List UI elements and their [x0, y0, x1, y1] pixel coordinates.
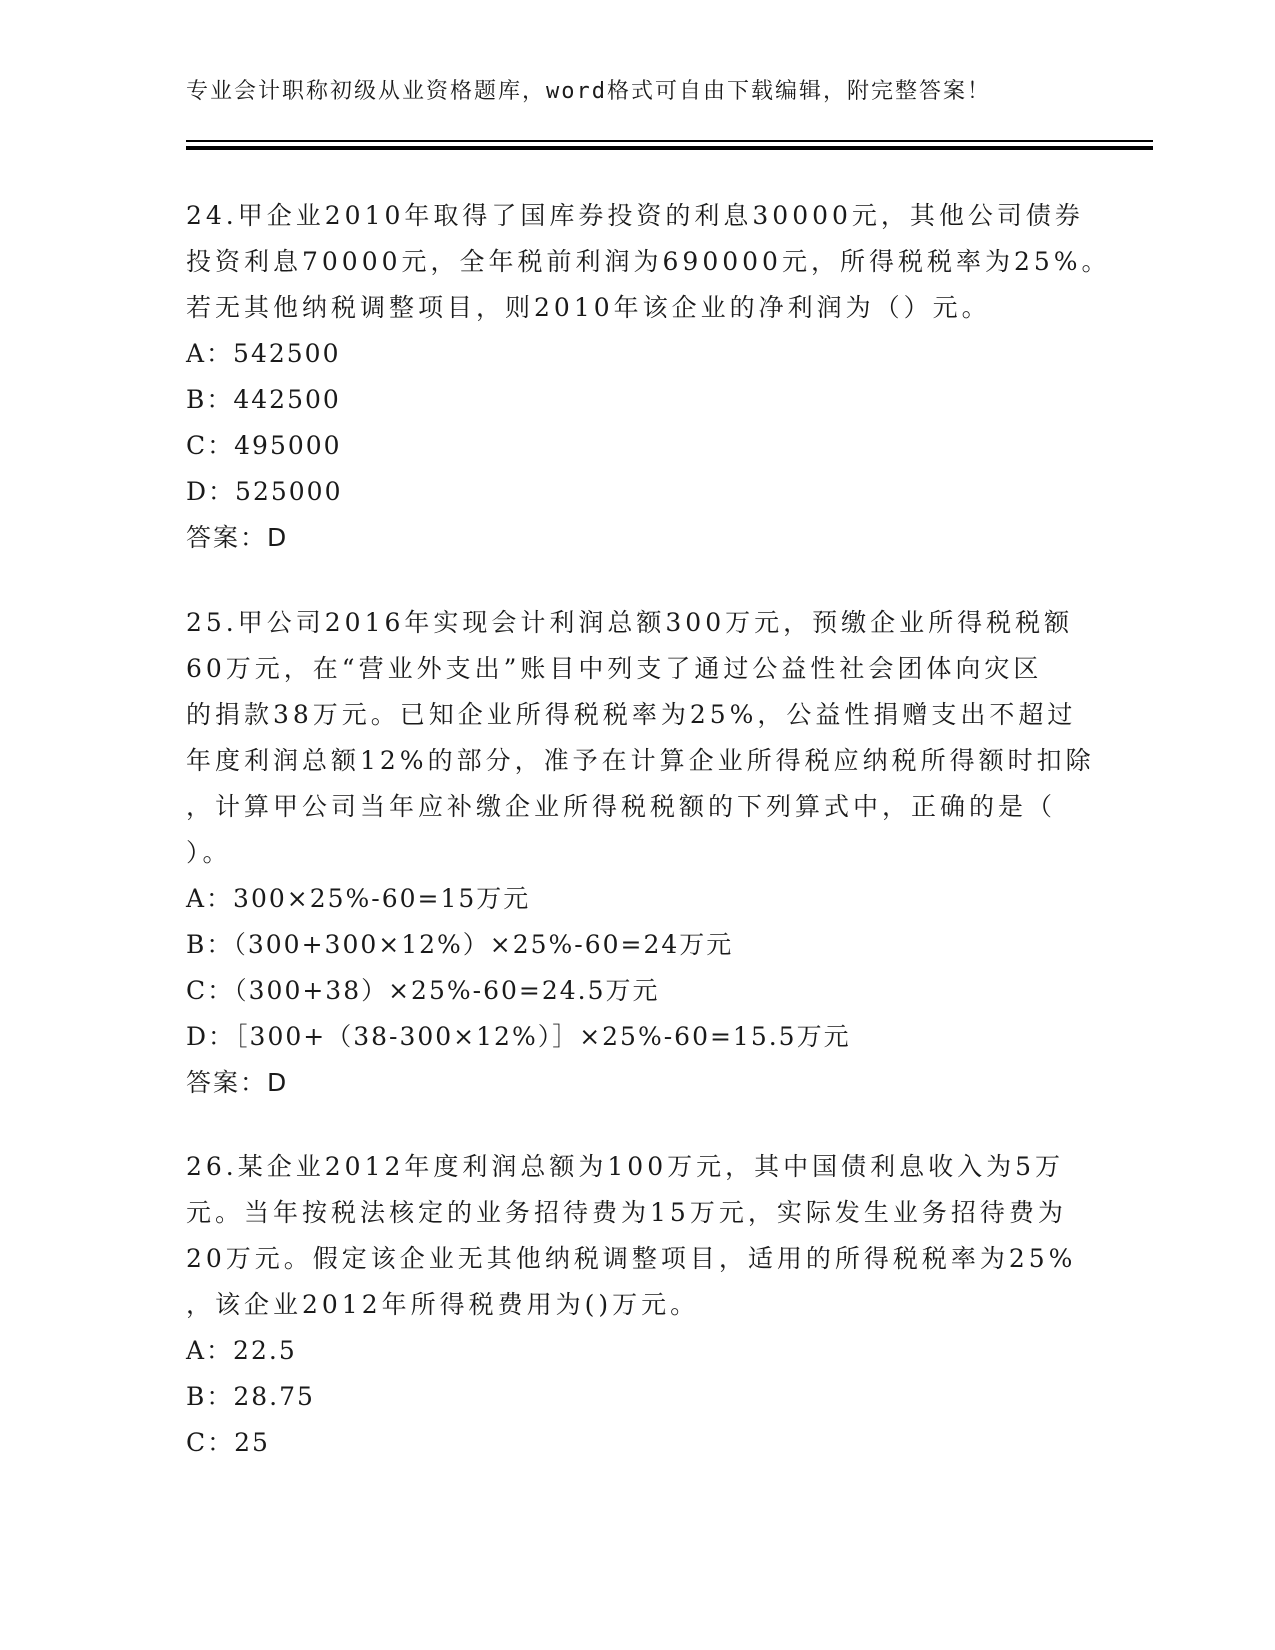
answer: 答案：D: [186, 1068, 289, 1097]
header-divider-thin: [186, 140, 1153, 142]
question-25: [186, 600, 1095, 1106]
option-c: C：25: [186, 1428, 270, 1457]
question-text-line: 的捐款38万元。已知企业所得税税率为25%，公益性捐赠支出不超过: [186, 700, 1077, 729]
question-text-line: 60万元，在“营业外支出”账目中列支了通过公益性社会团体向灾区: [186, 654, 1043, 683]
option-a: A：300×25%-60=15万元: [186, 884, 531, 913]
question-text-line: 元。当年按税法核定的业务招待费为15万元，实际发生业务招待费为: [186, 1198, 1067, 1227]
question-text-line: ，该企业2012年所得税费用为()万元。: [186, 1290, 700, 1319]
header-divider-thick: [186, 146, 1153, 150]
question-text-line: 24.甲企业2010年取得了国库券投资的利息30000元，其他公司债券: [186, 201, 1084, 230]
option-a: A：542500: [186, 339, 341, 368]
question-text-line: ，计算甲公司当年应补缴企业所得税税额的下列算式中，正确的是（: [186, 792, 1057, 821]
question-24: [186, 193, 1111, 561]
option-d: D：［300+（38-300×12%）］×25%-60=15.5万元: [186, 1022, 851, 1051]
option-b: B：28.75: [186, 1382, 315, 1411]
answer: 答案：D: [186, 523, 289, 552]
document-header: 专业会计职称初级从业资格题库，word格式可自由下载编辑，附完整答案！: [186, 79, 991, 104]
question-text-line: 投资利息70000元，全年税前利润为690000元，所得税税率为25%。: [186, 247, 1111, 276]
option-d: D：525000: [186, 477, 343, 506]
question-text-line: 若无其他纳税调整项目，则2010年该企业的净利润为（）元。: [186, 293, 991, 322]
option-b: B：442500: [186, 385, 341, 414]
question-text-line: 26.某企业2012年度利润总额为100万元，其中国债利息收入为5万: [186, 1152, 1065, 1181]
question-text-line: 20万元。假定该企业无其他纳税调整项目，适用的所得税税率为25%: [186, 1244, 1077, 1273]
question-text-line: ）。: [186, 838, 232, 867]
option-b: B：（300+300×12%）×25%-60=24万元: [186, 930, 734, 959]
option-c: C：（300+38）×25%-60=24.5万元: [186, 976, 660, 1005]
question-text-line: 25.甲公司2016年实现会计利润总额300万元，预缴企业所得税税额: [186, 608, 1074, 637]
option-a: A：22.5: [186, 1336, 297, 1365]
option-c: C：495000: [186, 431, 342, 460]
question-text-line: 年度利润总额12%的部分，准予在计算企业所得税应纳税所得额时扣除: [186, 746, 1095, 775]
question-26: [186, 1144, 1086, 1466]
